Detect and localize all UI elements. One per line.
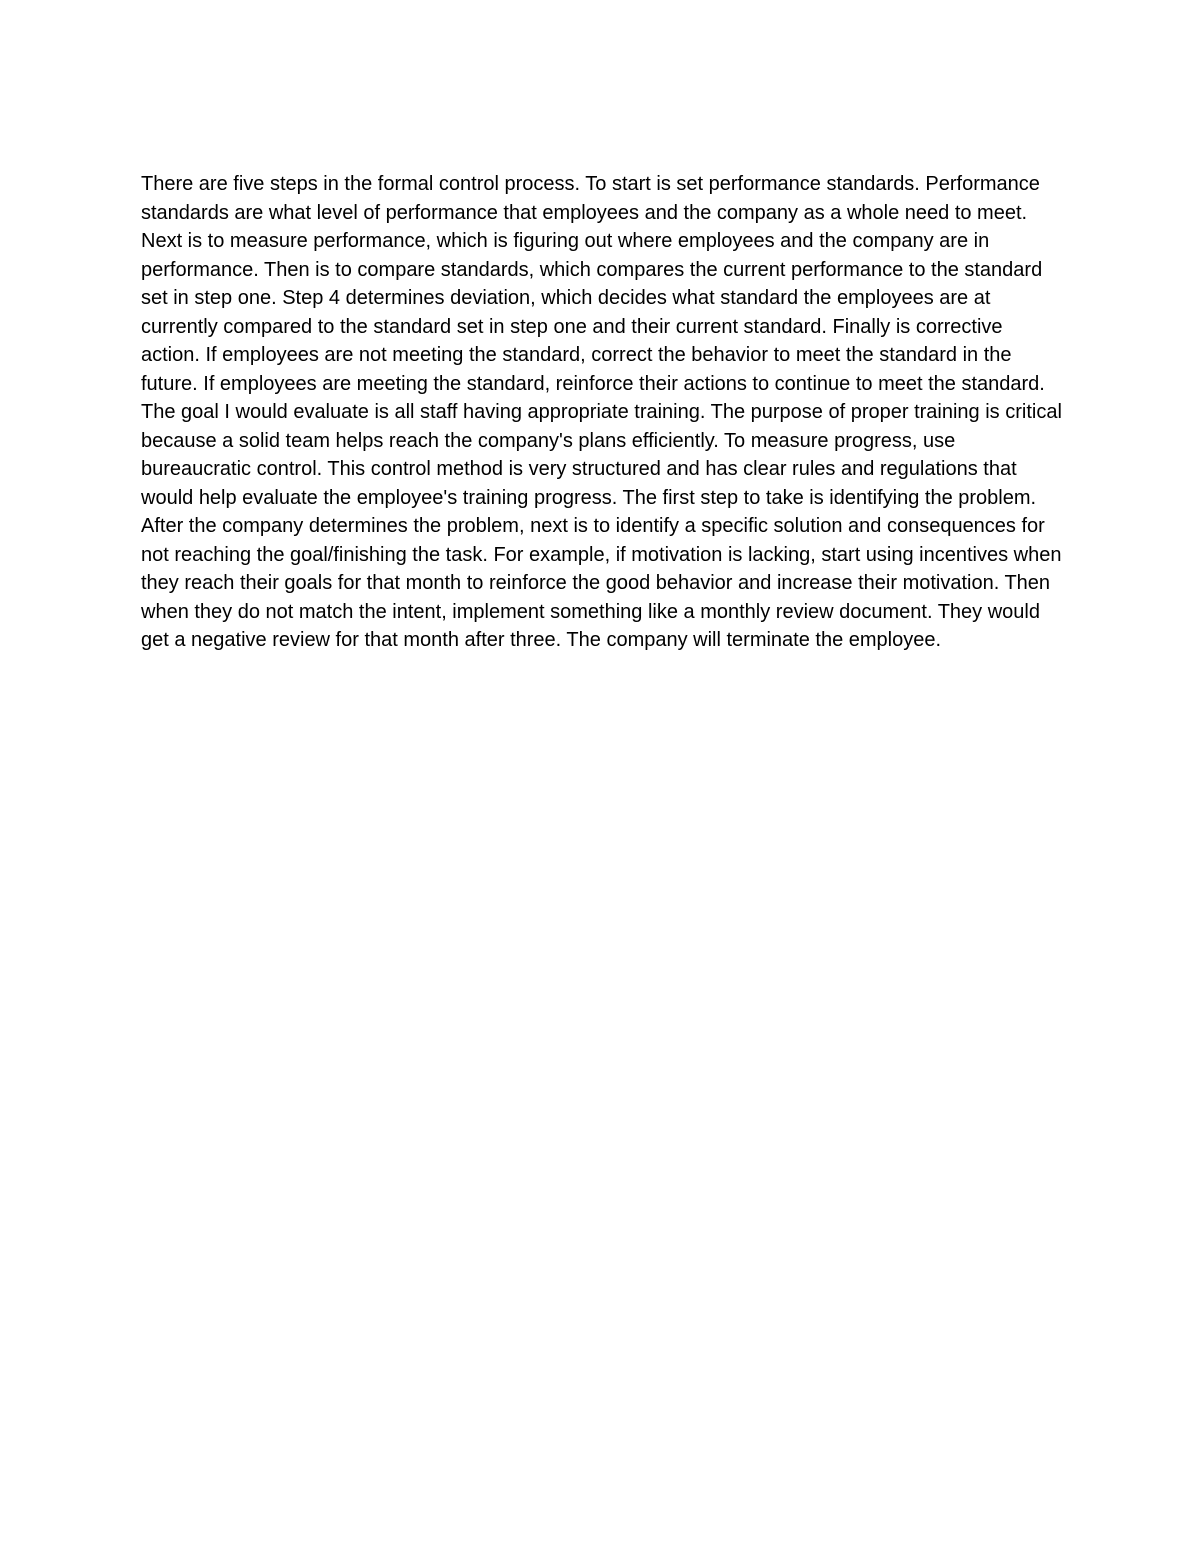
paragraph-training-goal: The goal I would evaluate is all staff having appropriate training. The purpose of proper training is critical because a solid team helps reach the company's plans efficiently. To measure progress, use bureaucratic control. This control method is very structured and has clear rules and regulations that would help evaluate the employee's training progress. The first step to take is identifying the problem. After the company determines the problem, next is to identify a specific solution and consequences for not reaching the goal/finishing the task. For example, if motivation is lacking, start using incentives when they reach their goals for that month to reinforce the good behavior and increase their motivation. Then when they do not match the intent, implement something like a monthly review document. They would get a negative review for that month after three. The company will terminate the employee. (141, 401, 1062, 651)
paragraph-control-process: There are five steps in the formal control process. To start is set performance standards. Performance standards are what level of performance that employees and the company as a whole need to meet. Next is to measure performance, which is figuring out where employees and the company are in performance. Then is to compare standards, which compares the current performance to the standard set in step one. Step 4 determines deviation, which decides what standard the employees are at currently compared to the standard set in step one and their current standard. Finally is corrective action. If employees are not meeting the standard, correct the behavior to meet the standard in the future. If employees are meeting the standard, reinforce their actions to continue to meet the standard. (141, 173, 1045, 395)
document-body (141, 170, 1066, 655)
